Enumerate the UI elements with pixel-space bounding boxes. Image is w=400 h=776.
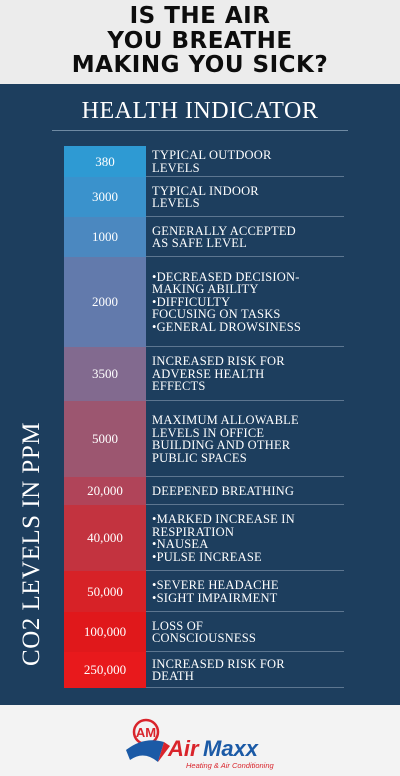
level-row [64,505,344,571]
effect-description: DEEPENED BREATHING [152,483,295,498]
effect-description: GENERALLY ACCEPTED AS SAFE LEVEL [152,223,296,250]
effect-description: •DECREASED DECISION- MAKING ABILITY •DIFFICULTY FOCUSING ON TASKS •GENERAL DROWSINESS [152,269,302,334]
airmaxx-logo-mark [124,716,284,772]
header [0,0,400,84]
row-divider [146,687,344,688]
ppm-value: 3500 [64,347,146,401]
ppm-value: 1000 [64,217,146,257]
svg-text:Heating & Air Conditioning: Heating & Air Conditioning [186,761,274,770]
ppm-value: 5000 [64,401,146,477]
level-row [64,477,344,505]
footer [0,705,400,776]
ppm-value: 380 [64,146,146,177]
health-indicator-panel [0,84,400,705]
effect-description: TYPICAL INDOOR LEVELS [152,183,259,210]
level-row [64,217,344,257]
ppm-value: 20,000 [64,477,146,505]
svg-text:AM: AM [135,725,157,740]
airmaxx-logo [124,716,284,772]
effect-description: •SEVERE HEADACHE •SIGHT IMPAIRMENT [152,578,279,605]
level-row [64,257,344,347]
level-row [64,177,344,217]
headline: IS THE AIR YOU BREATHE MAKING YOU SICK? [71,3,329,78]
svg-text:Maxx: Maxx [203,736,259,761]
level-row [64,401,344,477]
effect-description: LOSS OF CONSCIOUSNESS [152,618,257,645]
ppm-value: 3000 [64,177,146,217]
effect-description: INCREASED RISK FOR ADVERSE HEALTH EFFECTS [152,354,285,394]
ppm-value: 250,000 [64,652,146,688]
level-row [64,146,344,177]
ppm-value: 50,000 [64,571,146,612]
co2-levels-table [0,84,400,705]
effect-description: •MARKED INCREASE IN RESPIRATION •NAUSEA •PULSE INCREASE [152,512,295,564]
ppm-value: 2000 [64,257,146,347]
side-label-text: CO2 LEVELS IN PPM [18,422,45,666]
effect-description: TYPICAL OUTDOOR LEVELS [152,148,272,175]
ppm-value: 40,000 [64,505,146,571]
level-row [64,347,344,401]
effect-description: MAXIMUM ALLOWABLE LEVELS IN OFFICE BUILDING AND OTHER PUBLIC SPACES [152,413,299,465]
level-row [64,652,344,688]
panel-heading: HEALTH INDICATOR [81,98,319,124]
svg-text:Air: Air [168,736,199,761]
level-row [64,571,344,612]
level-row [64,612,344,652]
effect-description: INCREASED RISK FOR DEATH [152,656,285,683]
ppm-value: 100,000 [64,612,146,652]
